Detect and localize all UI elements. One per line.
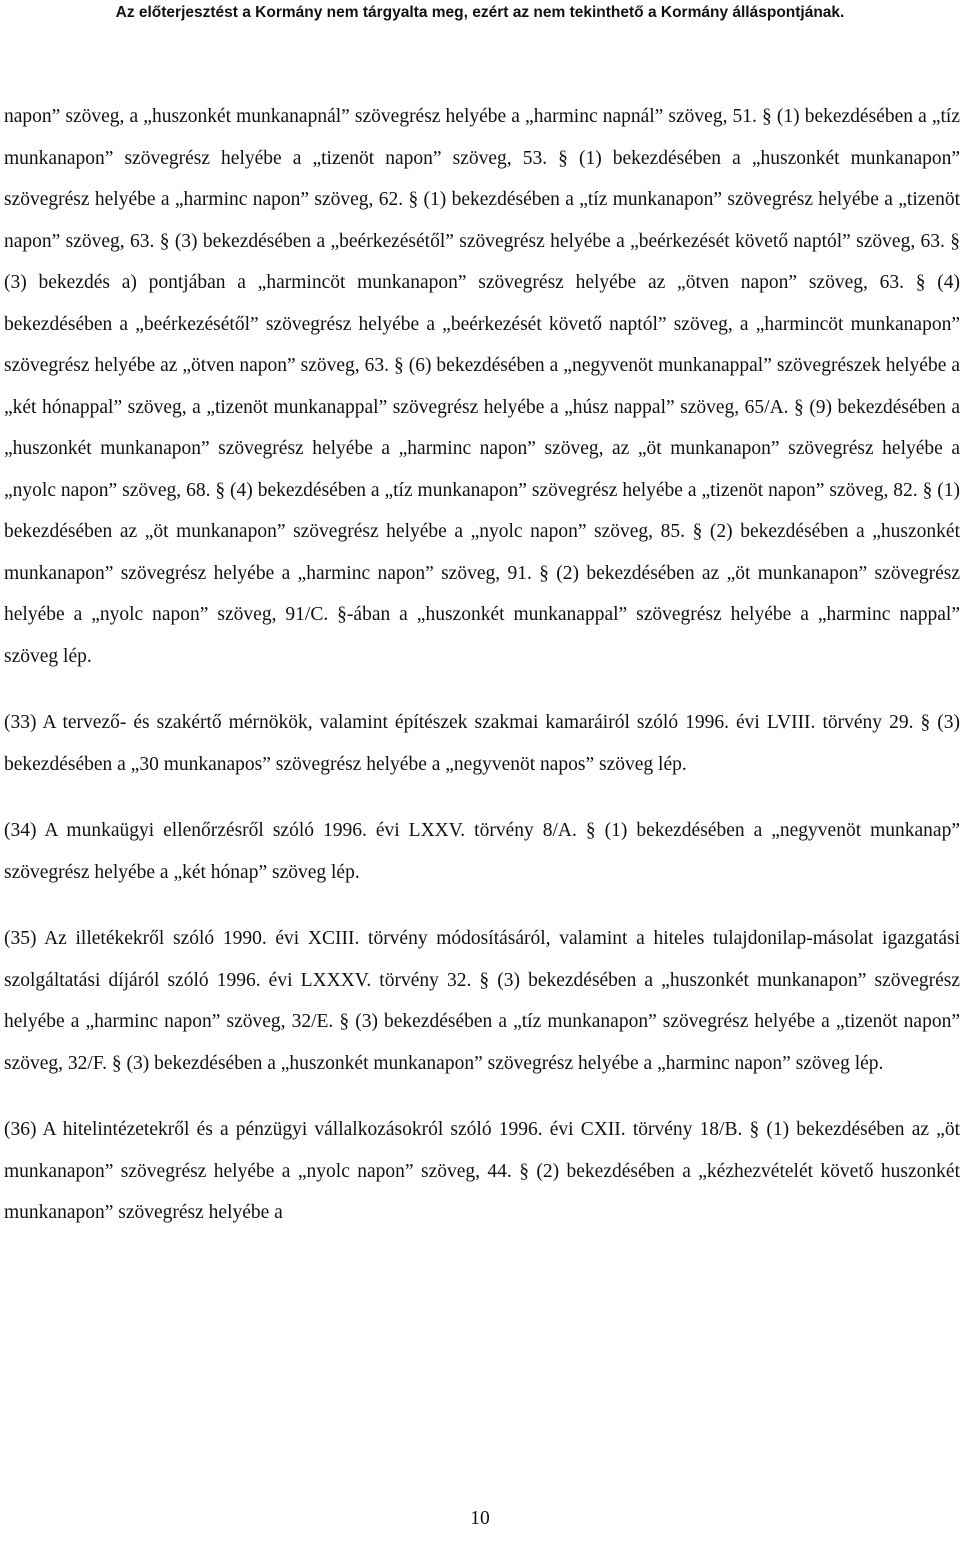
paragraph-34: (34) A munkaügyi ellenőrzésről szóló 1996. évi LXXV. törvény 8/A. § (1) bekezdésében a „negyvenöt munkanap” szövegrész helyébe a „két hónap” szöveg lép. bbox=[4, 820, 960, 883]
paragraph-35: (35) Az illetékekről szóló 1990. évi XCIII. törvény módosításáról, valamint a hiteles tulajdonilap-másolat igazgatási szolgáltatási díjáról szóló 1996. évi LXXXV. törvény 32. § (3) bekezdésében a „huszonkét munkanapon” szövegrész helyébe a „harminc napon” szöveg, 32/E. § (3) bekezdésében a „tíz munkanapon” szövegrész helyébe a „tizenöt napon” szöveg, 32/F. § (3) bekezdésében a „huszonkét munkanapon” szövegrész helyébe a „harminc napon” szöveg lép. bbox=[4, 928, 960, 1074]
document-header-notice: Az előterjesztést a Kormány nem tárgyalta meg, ezért az nem tekinthető a Kormány álláspontjának. bbox=[115, 4, 845, 21]
paragraph-33: (33) A tervező- és szakértő mérnökök, valamint építészek szakmai kamaráiról szóló 1996. évi LVIII. törvény 29. § (3) bekezdésében a „30 munkanapos” szövegrész helyébe a „negyvenöt napos” szöveg lép. bbox=[4, 712, 960, 775]
paragraph-continuation-32: napon” szöveg, a „huszonkét munkanapnál” szövegrész helyébe a „harminc napnál” szöveg, 51. § (1) bekezdésében a „tíz munkanapon” szövegrész helyébe a „tizenöt napon” szöveg, 53. § (1) bekezdésében a „huszonkét munkanapon” szövegrész helyébe a „harminc napon” szöveg, 62. § (1) bekezdésében a „tíz munkanapon” szövegrész helyébe a „tizenöt napon” szöveg, 63. § (3) bekezdésében a „beérkezésétől” szövegrész helyébe a „beérkezését követő naptól” szöveg, 63. § (3) bekezdés a) pontjában a „harmincöt munkanapon” szövegrész helyébe az „ötven napon” szöveg, 63. § (4) bekezdésében a „beérkezésétől” szövegrész helyébe a „beérkezését követő naptól” szöveg, a „harmincöt munkanapon” szövegrész helyébe az „ötven napon” szöveg, 63. § (6) bekezdésében a „negyvenöt munkanappal” szövegrészek helyébe a „két hónappal” szöveg, a „tizenöt munkanappal” szövegrész helyébe a „húsz nappal” szöveg, 65/A. § (9) bekezdésében a „huszonkét munkanapon” szövegrész helyébe a „harminc napon” szöveg, az „öt munkanapon” szövegrész helyébe a „nyolc napon” szöveg, 68. § (4) bekezdésében a „tíz munkanapon” szövegrész helyébe a „tizenöt napon” szöveg, 82. § (1) bekezdésében az „öt munkanapon” szövegrész helyébe a „nyolc napon” szöveg, 85. § (2) bekezdésében a „huszonkét munkanapon” szövegrész helyébe a „harminc napon” szöveg, 91. § (2) bekezdésében az „öt munkanapon” szövegrész helyébe a „nyolc napon” szöveg, 91/C. §-ában a „huszonkét munkanappal” szövegrész helyébe a „harminc nappal” szöveg lép. bbox=[4, 106, 960, 667]
paragraph-36: (36) A hitelintézetekről és a pénzügyi vállalkozásokról szóló 1996. évi CXII. törvény 18/B. § (1) bekezdésében az „öt munkanapon” szövegrész helyébe a „nyolc napon” szöveg, 44. § (2) bekezdésében a „kézhezvételét követő huszonkét munkanapon” szövegrész helyébe a bbox=[4, 1119, 960, 1223]
page-number: 10 bbox=[470, 1508, 490, 1529]
document-body bbox=[4, 96, 960, 1234]
